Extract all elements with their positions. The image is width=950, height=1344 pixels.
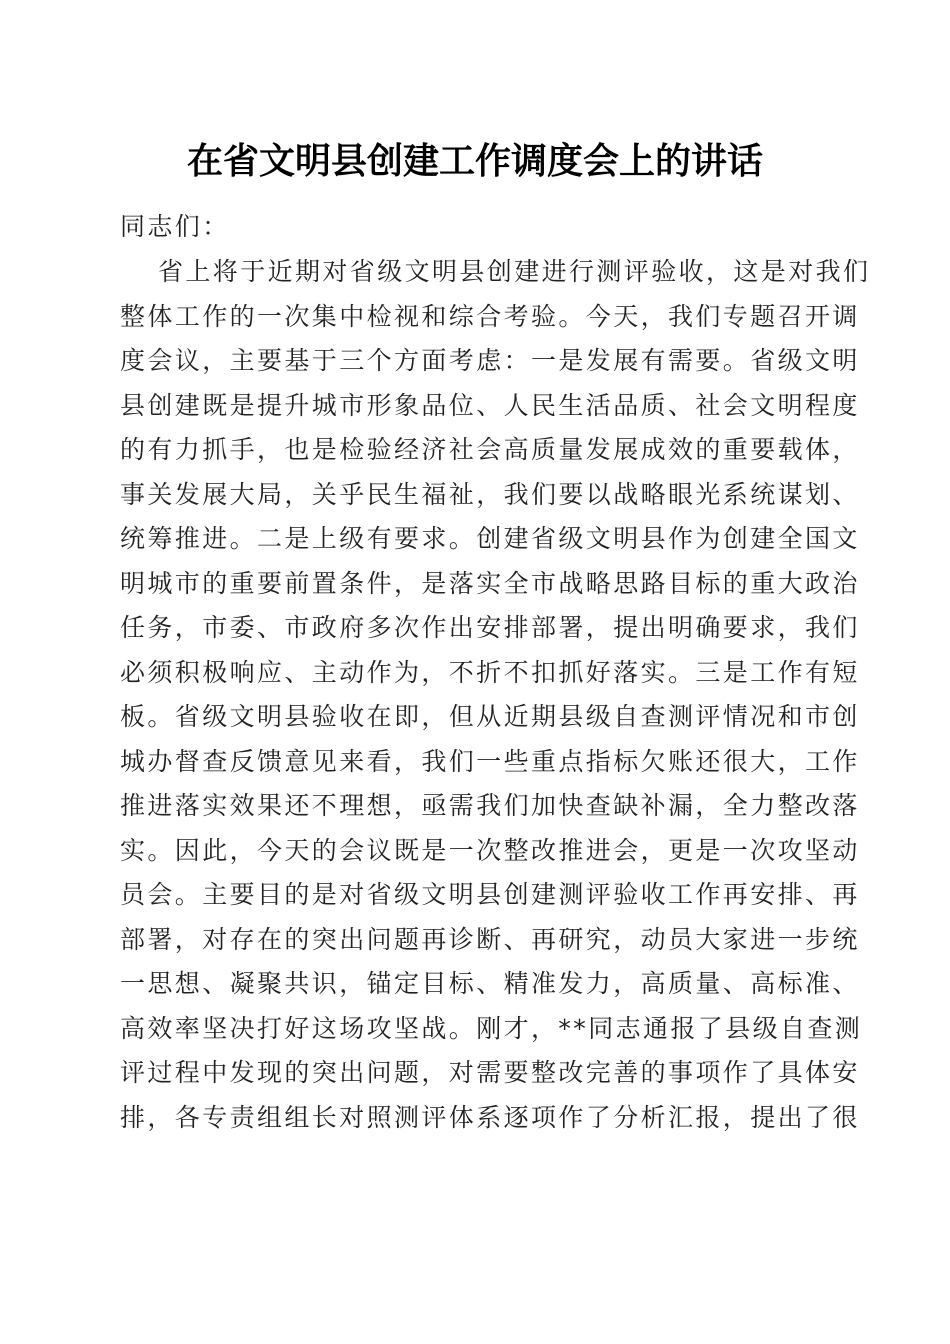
paragraph-line: 实。因此，今天的会议既是一次整改推进会，更是一次攻坚动 (120, 835, 860, 865)
paragraph-line: 省上将于近期对省级文明县创建进行测评验收，这是对我们 (158, 257, 871, 286)
paragraph-line: 整体工作的一次集中检视和综合考验。今天，我们专题召开调 (120, 301, 860, 331)
paragraph-line: 必须积极响应、主动作为，不折不扣抓好落实。三是工作有短 (120, 657, 860, 687)
paragraph-line: 明城市的重要前置条件，是落实全市战略思路目标的重大政治 (120, 568, 860, 598)
paragraph-line: 排，各专责组组长对照测评体系逐项作了分析汇报，提出了很 (120, 1102, 860, 1132)
paragraph-line: 县创建既是提升城市形象品位、人民生活品质、社会文明程度 (120, 390, 860, 420)
paragraph-line: 任务，市委、市政府多次作出安排部署，提出明确要求，我们 (120, 613, 860, 642)
salutation: 同志们： (120, 212, 230, 241)
paragraph-line: 员会。主要目的是对省级文明县创建测评验收工作再安排、再 (120, 880, 860, 909)
paragraph-line: 城办督查反馈意见来看，我们一些重点指标欠账还很大，工作 (120, 746, 860, 776)
paragraph-line: 一思想、凝聚共识，锚定目标、精准发力，高质量、高标准、 (120, 969, 860, 998)
paragraph-line: 部署，对存在的突出问题再诊断、再研究，动员大家进一步统 (120, 924, 860, 954)
paragraph-line: 评过程中发现的突出问题，对需要整改完善的事项作了具体安 (120, 1058, 860, 1087)
paragraph-line: 度会议，主要基于三个方面考虑：一是发展有需要。省级文明 (120, 346, 860, 375)
body-paragraph (120, 250, 871, 1140)
paragraph-line: 板。省级文明县验收在即，但从近期县级自查测评情况和市创 (120, 702, 860, 731)
document-title: 在省文明县创建工作调度会上的讲话 (186, 140, 763, 182)
paragraph-line: 的有力抓手，也是检验经济社会高质量发展成效的重要载体， (120, 435, 860, 464)
paragraph-line: 高效率坚决打好这场攻坚战。刚才，**同志通报了县级自查测 (120, 1013, 863, 1043)
paragraph-line: 事关发展大局，关乎民生福祉，我们要以战略眼光系统谋划、 (120, 479, 860, 509)
paragraph-line: 统筹推进。二是上级有要求。创建省级文明县作为创建全国文 (120, 524, 860, 553)
paragraph-line: 推进落实效果还不理想，亟需我们加快查缺补漏，全力整改落 (120, 791, 860, 820)
